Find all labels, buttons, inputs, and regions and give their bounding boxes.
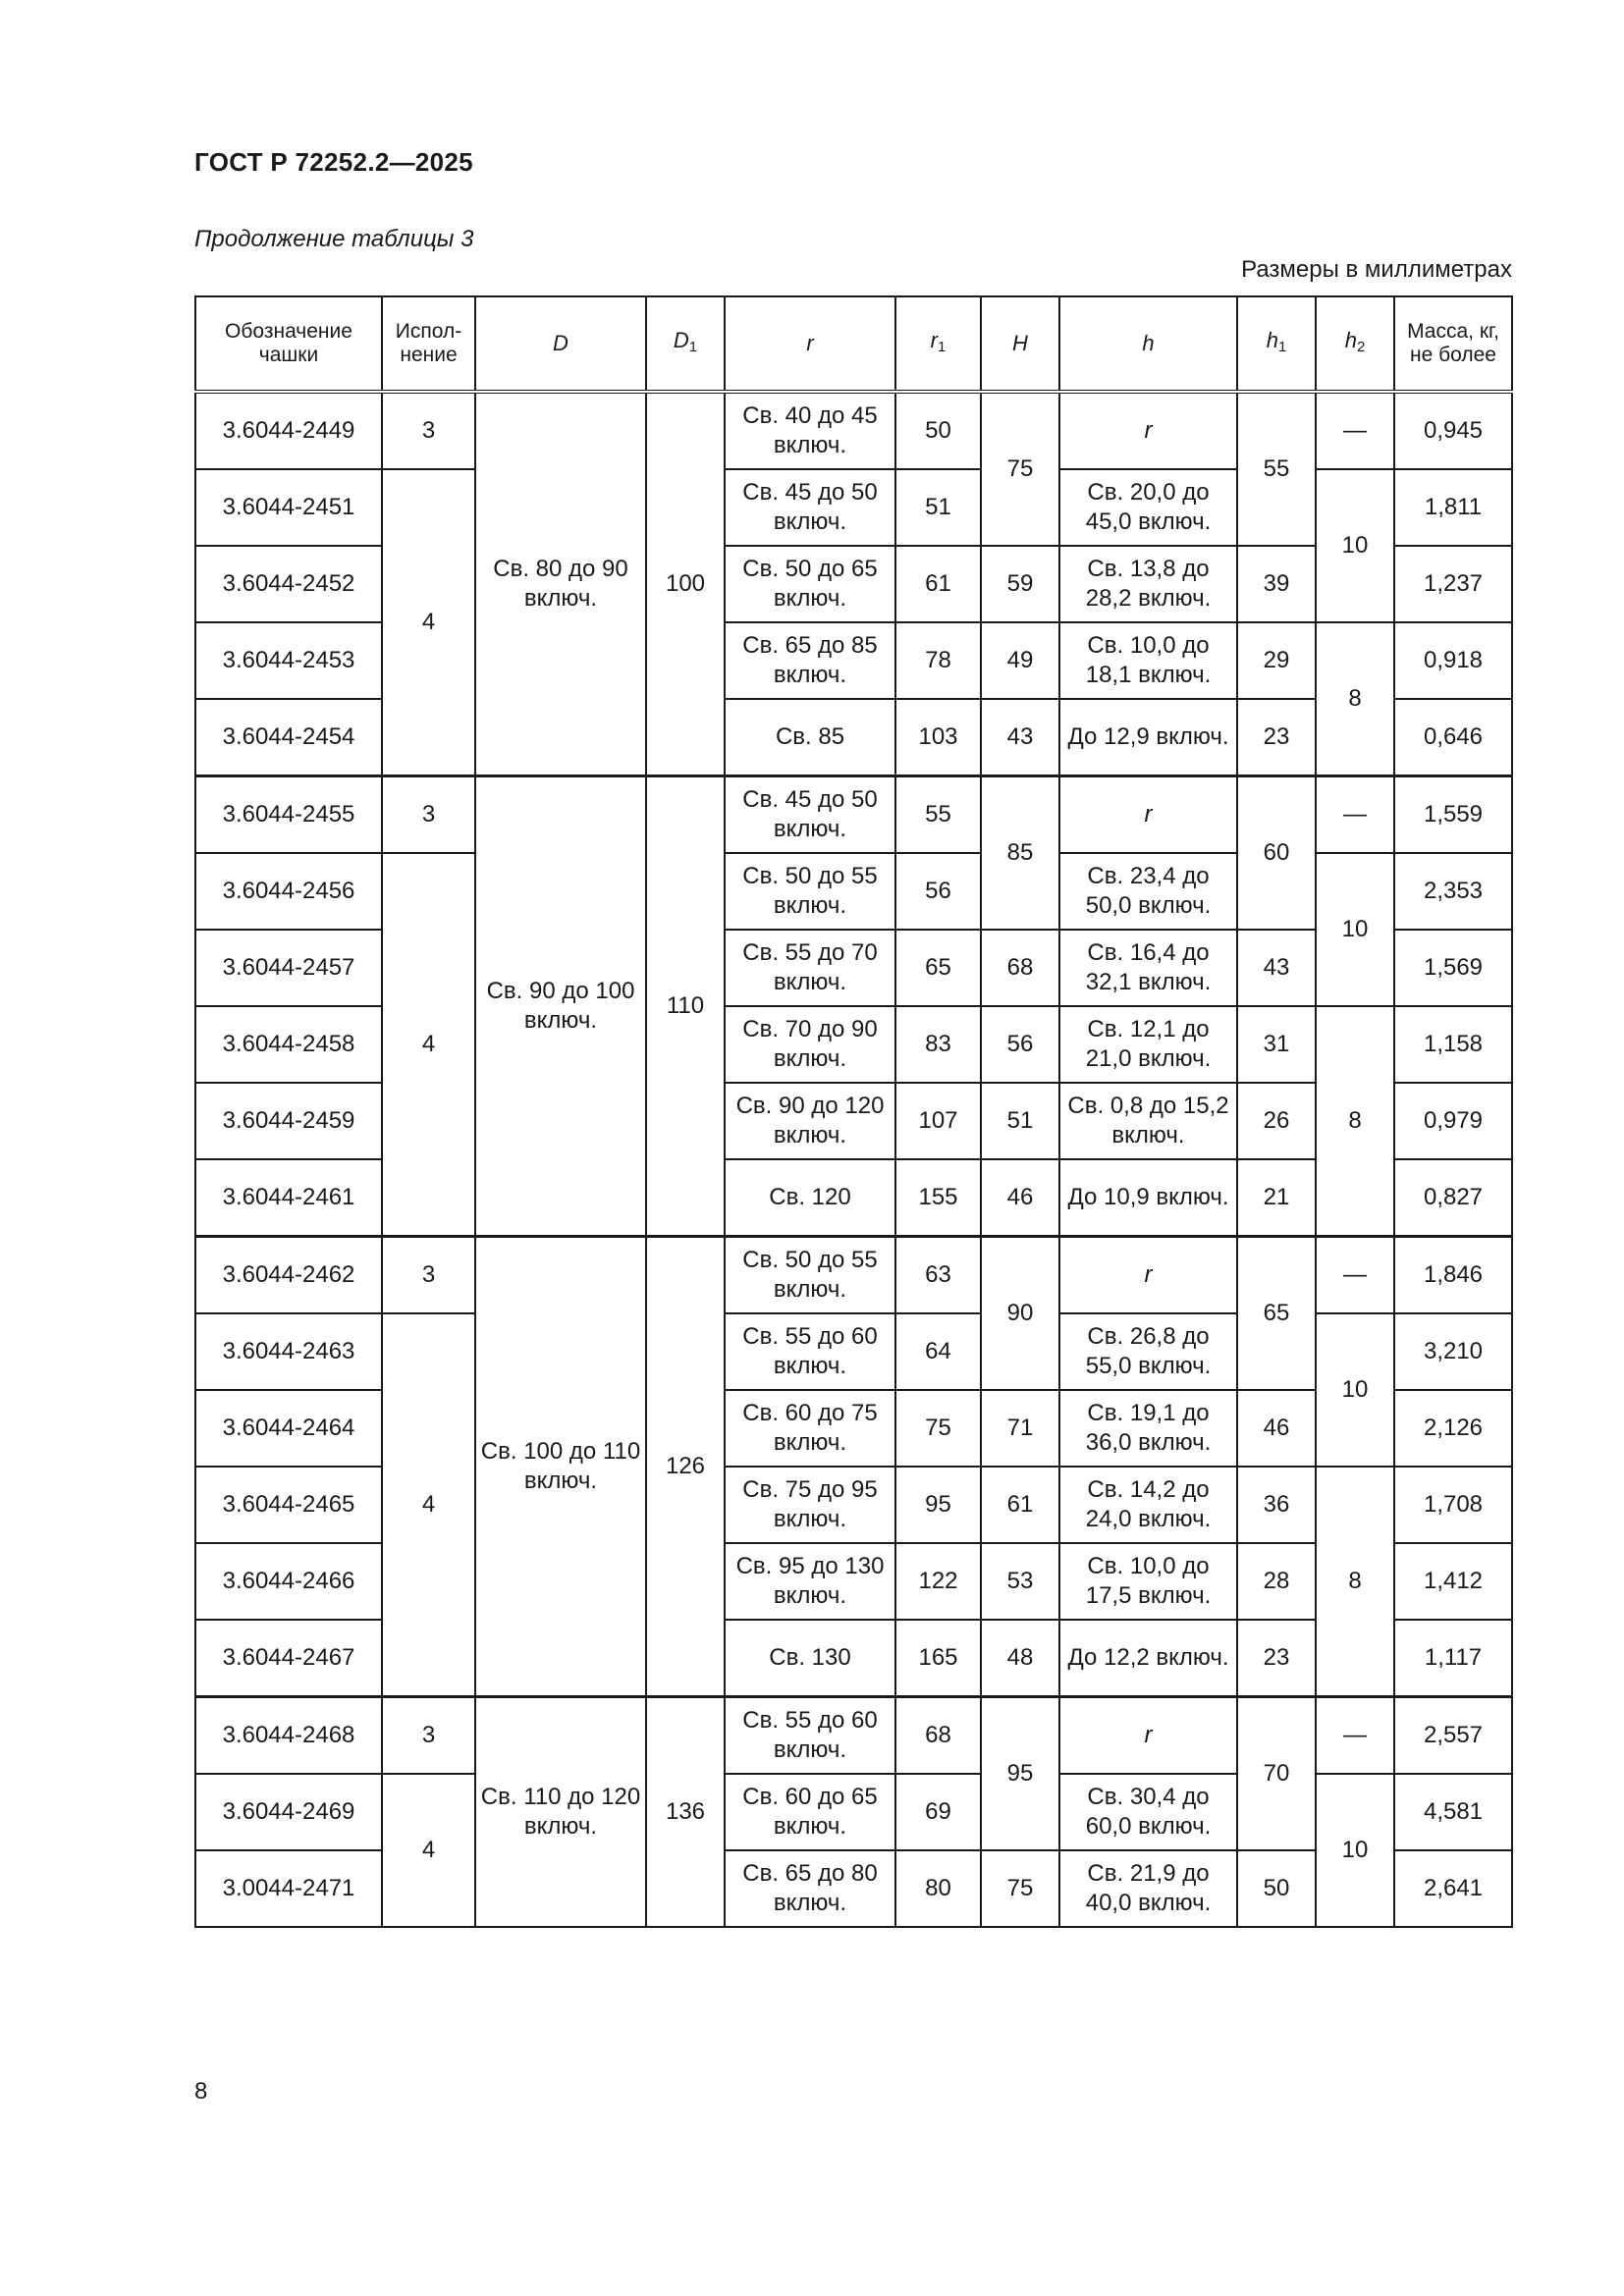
cell-r: Св. 130 [725,1620,895,1697]
cell-mass: 2,126 [1394,1390,1512,1467]
cell-r: Св. 50 до 55 включ. [725,853,895,930]
cell-h1: 46 [1237,1390,1316,1467]
cell-h: Св. 10,0 до 18,1 включ. [1059,622,1237,699]
cell-designation: 3.6044-2449 [195,392,382,469]
cell-mass: 1,412 [1394,1543,1512,1620]
cell-h: Св. 16,4 до 32,1 включ. [1059,930,1237,1006]
cell-h1: 39 [1237,546,1316,622]
col-header-d1: $D_1$ [646,296,725,392]
cell-h-upper: 46 [981,1159,1059,1237]
cell-r1: 50 [895,392,981,469]
cell-r1: 55 [895,776,981,854]
cell-r1: 83 [895,1006,981,1083]
cell-h: До 12,9 включ. [1059,699,1237,776]
cell-h1: 70 [1237,1697,1316,1851]
cell-r1: 65 [895,930,981,1006]
cell-designation: 3.6044-2451 [195,469,382,546]
cell-h-upper: 43 [981,699,1059,776]
cell-h-upper: 56 [981,1006,1059,1083]
cell-h: r [1059,1697,1237,1775]
cell-mass: 1,158 [1394,1006,1512,1083]
units-note: Размеры в миллиметрах [1241,256,1512,283]
cell-h2: — [1316,1237,1394,1314]
cell-r1: 56 [895,853,981,930]
cell-r1: 78 [895,622,981,699]
cell-mass: 1,811 [1394,469,1512,546]
cell-h: r [1059,776,1237,854]
cell-execution: 4 [382,1774,475,1927]
cell-r1: 69 [895,1774,981,1850]
cell-h-upper: 51 [981,1083,1059,1159]
col-header-h: h [1059,296,1237,392]
cell-mass: 1,117 [1394,1620,1512,1697]
table-caption: Продолжение таблицы 3 [194,226,474,252]
cell-r1: 155 [895,1159,981,1237]
cell-designation: 3.6044-2455 [195,776,382,854]
cell-designation: 3.6044-2463 [195,1313,382,1390]
cell-execution: 4 [382,469,475,776]
cell-r: Св. 40 до 45 включ. [725,392,895,469]
cell-h1: 23 [1237,699,1316,776]
cell-execution: 3 [382,392,475,469]
cell-mass: 2,557 [1394,1697,1512,1775]
cell-execution: 3 [382,1697,475,1775]
col-header-execution: Испол-нение [382,296,475,392]
col-header-h1: $h_1$ [1237,296,1316,392]
cell-d1: 100 [646,392,725,776]
cell-mass: 1,846 [1394,1237,1512,1314]
cell-designation: 3.6044-2465 [195,1467,382,1543]
cell-h: Св. 0,8 до 15,2 включ. [1059,1083,1237,1159]
cell-h: r [1059,1237,1237,1314]
cell-mass: 0,646 [1394,699,1512,776]
cell-h: Св. 23,4 до 50,0 включ. [1059,853,1237,930]
cell-mass: 1,708 [1394,1467,1512,1543]
cell-h1: 50 [1237,1850,1316,1927]
col-header-d: D [475,296,646,392]
col-header-mass: Масса, кг, не более [1394,296,1512,392]
cell-r1: 165 [895,1620,981,1697]
cell-h: Св. 14,2 до 24,0 включ. [1059,1467,1237,1543]
cell-designation: 3.6044-2457 [195,930,382,1006]
cell-r1: 103 [895,699,981,776]
cell-d: Св. 80 до 90 включ. [475,392,646,776]
cell-r1: 68 [895,1697,981,1775]
cell-d1: 126 [646,1237,725,1697]
table-header-row [195,296,1512,392]
cell-designation: 3.6044-2453 [195,622,382,699]
cell-h-upper: 95 [981,1697,1059,1851]
cell-r: Св. 75 до 95 включ. [725,1467,895,1543]
cell-mass: 2,641 [1394,1850,1512,1927]
cell-r1: 75 [895,1390,981,1467]
cell-h-upper: 68 [981,930,1059,1006]
table-row [195,1697,1512,1775]
cell-designation: 3.6044-2462 [195,1237,382,1314]
cell-h2: 8 [1316,1467,1394,1697]
cell-h1: 65 [1237,1237,1316,1391]
cell-h-upper: 48 [981,1620,1059,1697]
cell-r: Св. 55 до 70 включ. [725,930,895,1006]
cell-h2: — [1316,776,1394,854]
cell-designation: 3.6044-2459 [195,1083,382,1159]
cell-designation: 3.6044-2466 [195,1543,382,1620]
cell-designation: 3.6044-2469 [195,1774,382,1850]
cell-h-upper: 75 [981,392,1059,546]
cell-designation: 3.6044-2468 [195,1697,382,1775]
cell-r1: 51 [895,469,981,546]
cell-h: Св. 21,9 до 40,0 включ. [1059,1850,1237,1927]
cell-h1: 28 [1237,1543,1316,1620]
cell-h-upper: 71 [981,1390,1059,1467]
cell-r: Св. 60 до 75 включ. [725,1390,895,1467]
cell-h: r [1059,392,1237,469]
cell-h1: 26 [1237,1083,1316,1159]
cell-d: Св. 100 до 110 включ. [475,1237,646,1697]
cell-d: Св. 110 до 120 включ. [475,1697,646,1928]
cell-h1: 23 [1237,1620,1316,1697]
col-header-r1: $r_1$ [895,296,981,392]
cell-h: До 10,9 включ. [1059,1159,1237,1237]
cell-r1: 107 [895,1083,981,1159]
page-number: 8 [194,2078,208,2105]
cell-d1: 110 [646,776,725,1237]
cell-r: Св. 95 до 130 включ. [725,1543,895,1620]
cell-designation: 3.6044-2461 [195,1159,382,1237]
cell-r1: 80 [895,1850,981,1927]
cell-h2: 10 [1316,1774,1394,1927]
col-header-r: r [725,296,895,392]
table-row [195,1237,1512,1314]
cell-d: Св. 90 до 100 включ. [475,776,646,1237]
cell-designation: 3.6044-2452 [195,546,382,622]
cell-r: Св. 50 до 55 включ. [725,1237,895,1314]
cell-execution: 3 [382,1237,475,1314]
table-row [195,776,1512,854]
cell-h2: 10 [1316,469,1394,622]
cell-h1: 29 [1237,622,1316,699]
cell-h: Св. 13,8 до 28,2 включ. [1059,546,1237,622]
cell-h-upper: 59 [981,546,1059,622]
cell-h: Св. 10,0 до 17,5 включ. [1059,1543,1237,1620]
cell-h1: 31 [1237,1006,1316,1083]
cell-r1: 122 [895,1543,981,1620]
cell-mass: 3,210 [1394,1313,1512,1390]
cell-r: Св. 45 до 50 включ. [725,776,895,854]
cell-h-upper: 85 [981,776,1059,931]
cell-r: Св. 65 до 80 включ. [725,1850,895,1927]
cell-designation: 3.0044-2471 [195,1850,382,1927]
cell-r: Св. 70 до 90 включ. [725,1006,895,1083]
cell-h2: — [1316,1697,1394,1775]
cell-h: Св. 30,4 до 60,0 включ. [1059,1774,1237,1850]
cell-h-upper: 75 [981,1850,1059,1927]
cell-h1: 43 [1237,930,1316,1006]
cell-mass: 0,945 [1394,392,1512,469]
cell-r1: 61 [895,546,981,622]
cell-h-upper: 90 [981,1237,1059,1391]
cell-mass: 4,581 [1394,1774,1512,1850]
cell-h2: 10 [1316,853,1394,1006]
cell-mass: 2,353 [1394,853,1512,930]
cell-designation: 3.6044-2454 [195,699,382,776]
document-title: ГОСТ Р 72252.2—2025 [194,147,473,177]
cell-mass: 0,918 [1394,622,1512,699]
cell-designation: 3.6044-2456 [195,853,382,930]
cell-mass: 0,827 [1394,1159,1512,1237]
cell-h: До 12,2 включ. [1059,1620,1237,1697]
cell-h1: 60 [1237,776,1316,931]
cell-h1: 55 [1237,392,1316,546]
cell-h2: 10 [1316,1313,1394,1467]
cell-r1: 64 [895,1313,981,1390]
cell-r: Св. 65 до 85 включ. [725,622,895,699]
cell-mass: 1,559 [1394,776,1512,854]
dimensions-table [194,295,1513,1928]
cell-execution: 4 [382,1313,475,1697]
cell-h: Св. 12,1 до 21,0 включ. [1059,1006,1237,1083]
cell-h1: 21 [1237,1159,1316,1237]
cell-r: Св. 90 до 120 включ. [725,1083,895,1159]
col-header-h-upper: H [981,296,1059,392]
col-header-h2: $h_2$ [1316,296,1394,392]
cell-r: Св. 55 до 60 включ. [725,1313,895,1390]
cell-mass: 1,237 [1394,546,1512,622]
cell-h2: 8 [1316,1006,1394,1237]
cell-r: Св. 60 до 65 включ. [725,1774,895,1850]
cell-d1: 136 [646,1697,725,1928]
cell-h1: 36 [1237,1467,1316,1543]
cell-r: Св. 85 [725,699,895,776]
cell-r: Св. 45 до 50 включ. [725,469,895,546]
cell-r: Св. 120 [725,1159,895,1237]
cell-mass: 1,569 [1394,930,1512,1006]
cell-r1: 95 [895,1467,981,1543]
cell-designation: 3.6044-2467 [195,1620,382,1697]
cell-designation: 3.6044-2464 [195,1390,382,1467]
col-header-designation: Обозначение чашки [195,296,382,392]
table-row [195,392,1512,469]
cell-h2: — [1316,392,1394,469]
cell-r: Св. 55 до 60 включ. [725,1697,895,1775]
cell-mass: 0,979 [1394,1083,1512,1159]
cell-h-upper: 53 [981,1543,1059,1620]
cell-h-upper: 61 [981,1467,1059,1543]
cell-h: Св. 19,1 до 36,0 включ. [1059,1390,1237,1467]
cell-h2: 8 [1316,622,1394,776]
cell-r: Св. 50 до 65 включ. [725,546,895,622]
cell-execution: 4 [382,853,475,1237]
cell-designation: 3.6044-2458 [195,1006,382,1083]
cell-execution: 3 [382,776,475,854]
cell-r1: 63 [895,1237,981,1314]
cell-h-upper: 49 [981,622,1059,699]
cell-h: Св. 20,0 до 45,0 включ. [1059,469,1237,546]
cell-h: Св. 26,8 до 55,0 включ. [1059,1313,1237,1390]
